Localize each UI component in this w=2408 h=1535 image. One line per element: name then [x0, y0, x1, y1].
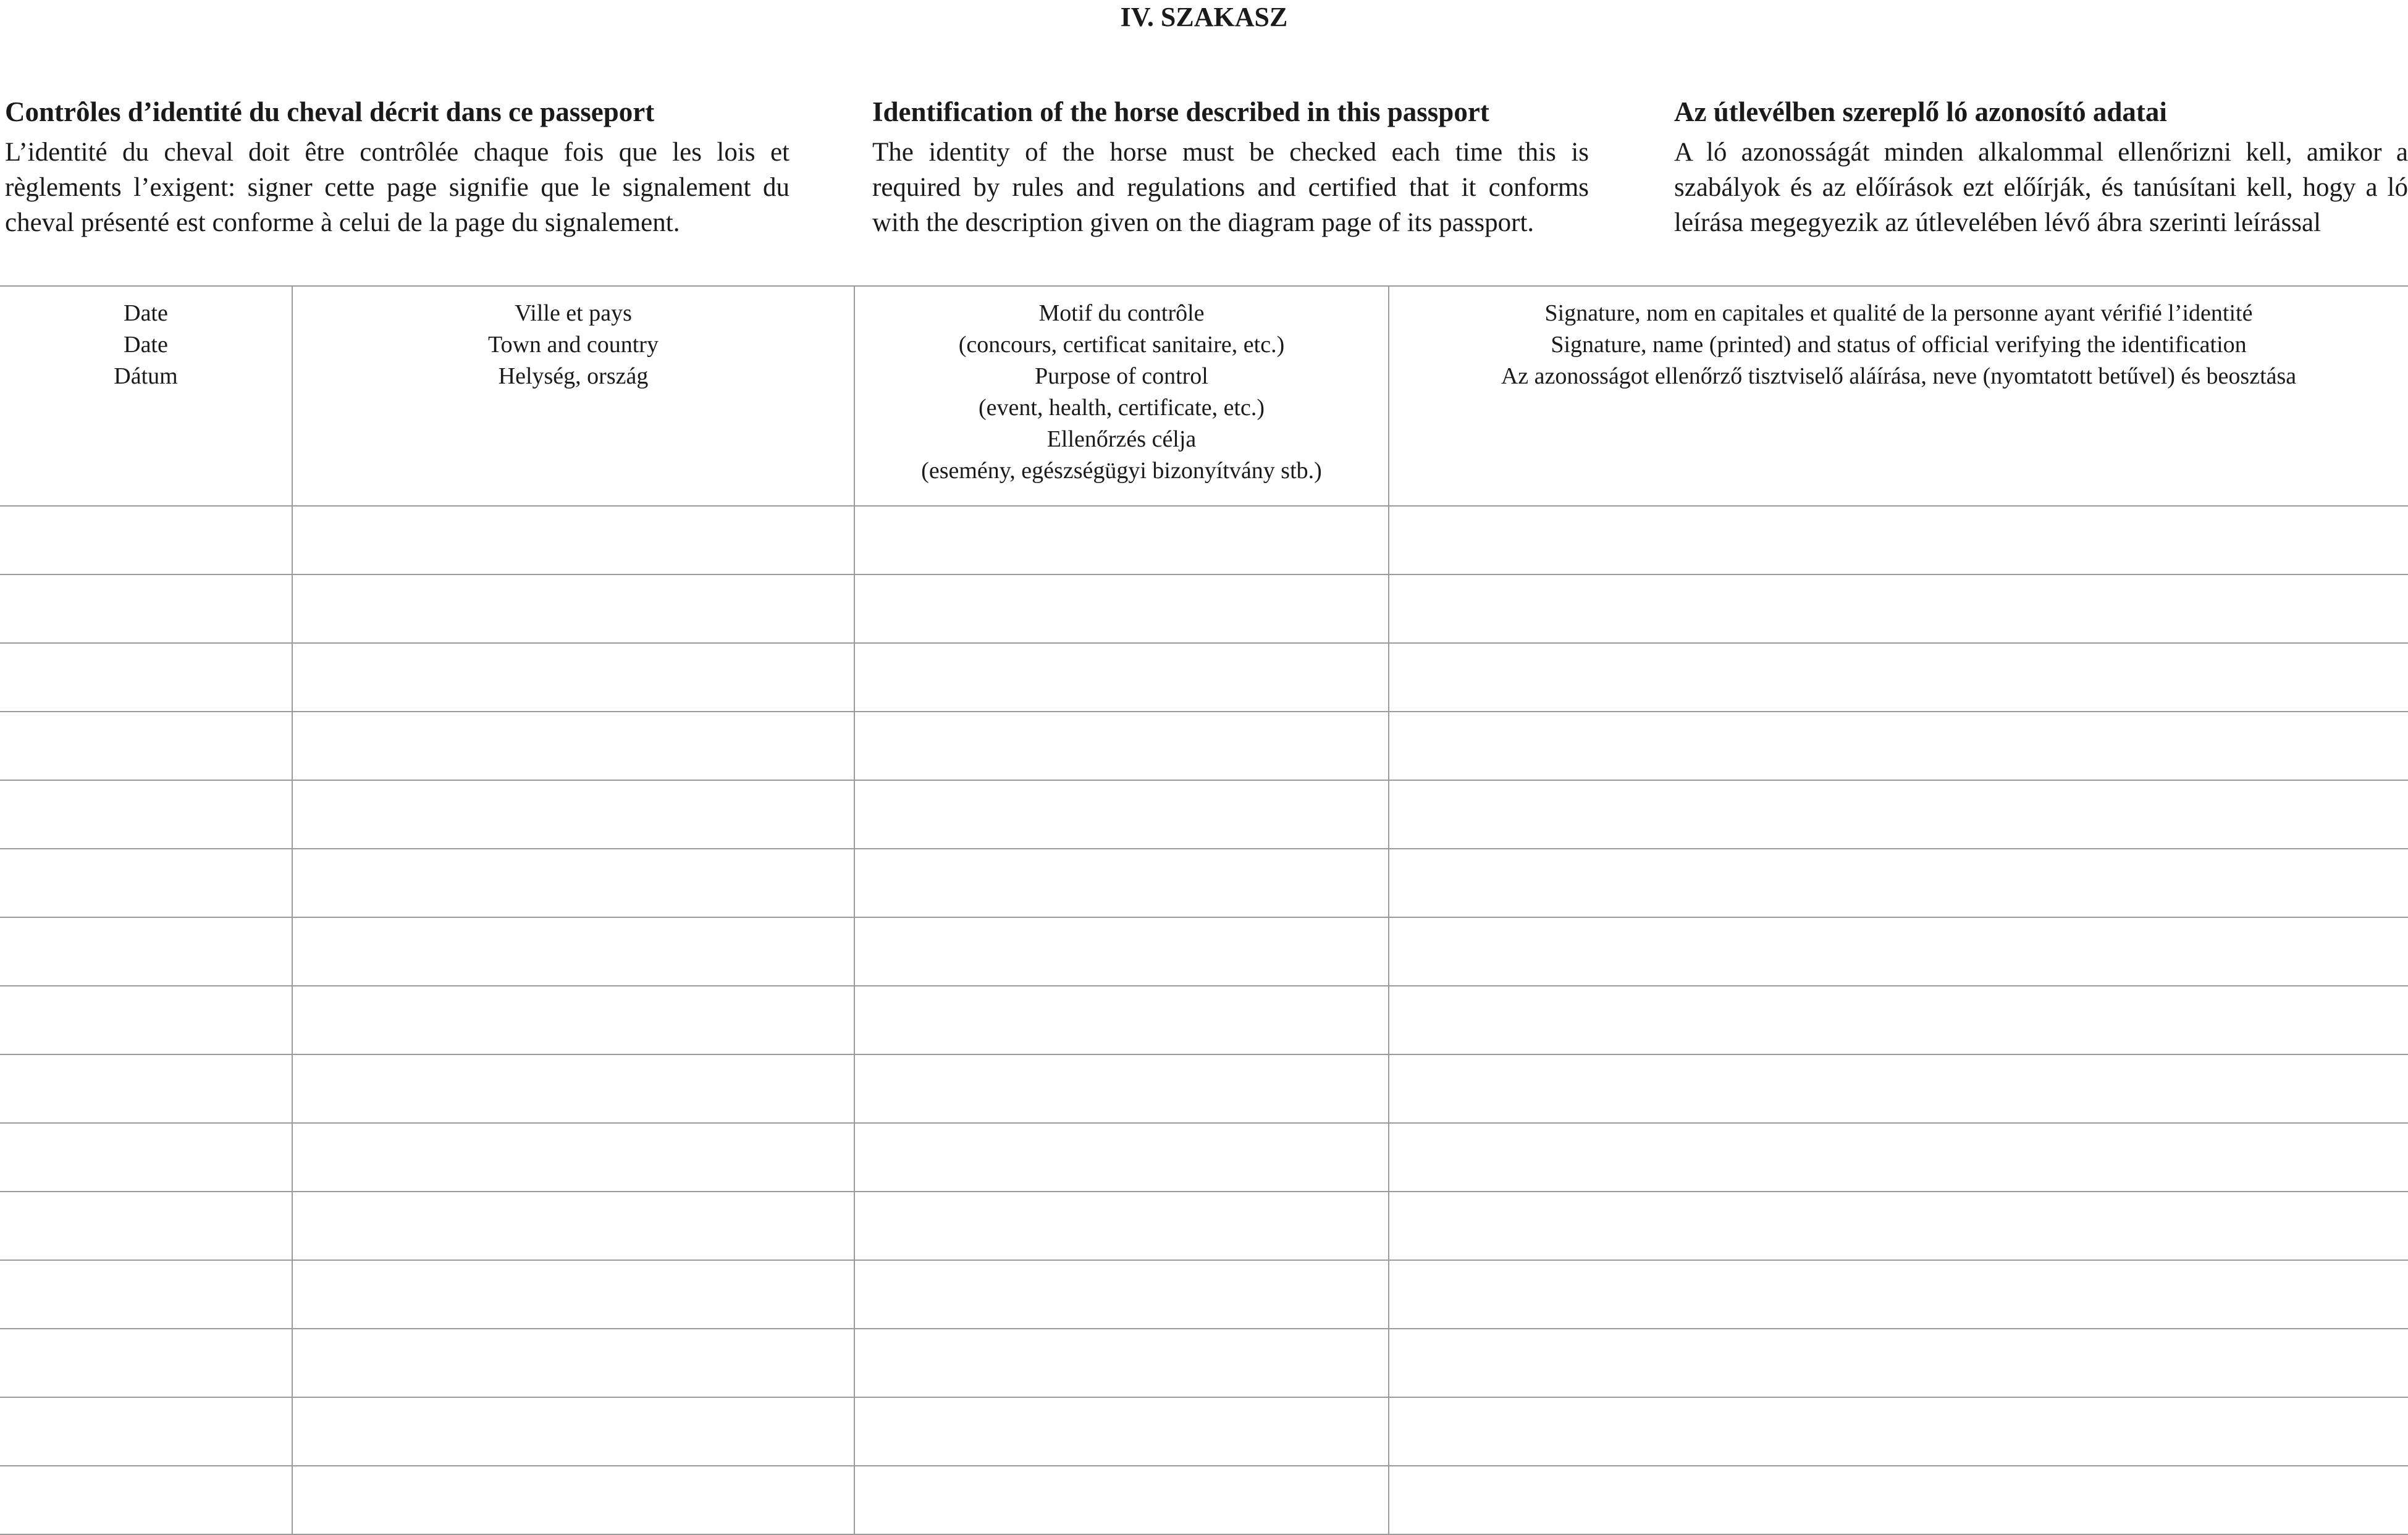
intro-french	[5, 93, 789, 240]
purpose-cell[interactable]	[854, 1260, 1389, 1329]
date-cell[interactable]	[0, 712, 292, 780]
purpose-cell[interactable]	[854, 1192, 1389, 1260]
date-cell[interactable]	[0, 574, 292, 643]
purpose-cell[interactable]	[854, 1054, 1389, 1123]
header-place-hu: Helység, ország	[498, 363, 649, 389]
signature-cell[interactable]	[1389, 643, 2408, 712]
header-purpose-en-note: (event, health, certificate, etc.)	[978, 395, 1265, 421]
date-cell[interactable]	[0, 506, 292, 574]
header-date	[0, 286, 292, 506]
purpose-cell[interactable]	[854, 574, 1389, 643]
place-cell[interactable]	[292, 917, 854, 986]
page-title: IV. SZAKASZ	[1120, 2, 1288, 32]
signature-cell[interactable]	[1389, 1054, 2408, 1123]
table-row	[0, 1260, 2408, 1329]
signature-cell[interactable]	[1389, 917, 2408, 986]
header-signature-hu: Az azonosságot ellenőrző tisztviselő aláírása, neve (nyomtatott betűvel) és beosztása	[1501, 363, 2297, 389]
date-cell[interactable]	[0, 986, 292, 1054]
identity-check-table	[0, 285, 2408, 1535]
signature-cell[interactable]	[1389, 986, 2408, 1054]
purpose-cell[interactable]	[854, 849, 1389, 917]
purpose-cell[interactable]	[854, 780, 1389, 849]
header-date-en: Date	[124, 332, 168, 358]
place-cell[interactable]	[292, 712, 854, 780]
date-cell[interactable]	[0, 1123, 292, 1192]
purpose-cell[interactable]	[854, 986, 1389, 1054]
place-cell[interactable]	[292, 506, 854, 574]
purpose-cell[interactable]	[854, 1397, 1389, 1466]
table-row	[0, 1123, 2408, 1192]
header-place	[292, 286, 854, 506]
place-cell[interactable]	[292, 1329, 854, 1397]
signature-cell[interactable]	[1389, 506, 2408, 574]
table-row	[0, 712, 2408, 780]
date-cell[interactable]	[0, 1397, 292, 1466]
place-cell[interactable]	[292, 1054, 854, 1123]
table-header-row	[0, 286, 2408, 506]
intro-english-body: The identity of the horse must be checked each time this is required by rules and regulations and certified that it conforms with the description given on the diagram page of its passport.	[872, 138, 1589, 237]
signature-cell[interactable]	[1389, 712, 2408, 780]
table-row	[0, 1192, 2408, 1260]
signature-cell[interactable]	[1389, 849, 2408, 917]
table-row	[0, 1397, 2408, 1466]
header-date-hu: Dátum	[114, 363, 178, 389]
date-cell[interactable]	[0, 1054, 292, 1123]
purpose-cell[interactable]	[854, 1329, 1389, 1397]
table-row	[0, 917, 2408, 986]
place-cell[interactable]	[292, 643, 854, 712]
table-body	[0, 506, 2408, 1534]
intro-english-heading: Identification of the horse described in this passport	[872, 96, 1489, 127]
place-cell[interactable]	[292, 1466, 854, 1534]
header-purpose-fr-note: (concours, certificat sanitaire, etc.)	[958, 332, 1285, 358]
signature-cell[interactable]	[1389, 1466, 2408, 1534]
signature-cell[interactable]	[1389, 780, 2408, 849]
date-cell[interactable]	[0, 917, 292, 986]
table-row	[0, 986, 2408, 1054]
intro-section	[0, 93, 2408, 253]
header-signature	[1389, 286, 2408, 506]
date-cell[interactable]	[0, 1466, 292, 1534]
table-row	[0, 643, 2408, 712]
purpose-cell[interactable]	[854, 1123, 1389, 1192]
date-cell[interactable]	[0, 1192, 292, 1260]
table-row	[0, 780, 2408, 849]
signature-cell[interactable]	[1389, 1192, 2408, 1260]
intro-hungarian-body: A ló azonosságát minden alkalommal ellenőrizni kell, amikor a szabályok és az előírások ezt előírják, és tanúsítani kell, hogy a ló leírása megegyezik az útlevelében lévő ábra szerinti leírással	[1674, 138, 2408, 237]
intro-french-heading: Contrôles d’identité du cheval décrit dans ce passeport	[5, 96, 655, 127]
place-cell[interactable]	[292, 1260, 854, 1329]
table-row	[0, 1054, 2408, 1123]
header-purpose-fr: Motif du contrôle	[1038, 300, 1205, 326]
purpose-cell[interactable]	[854, 1466, 1389, 1534]
header-date-fr: Date	[124, 300, 168, 326]
table-row	[0, 1466, 2408, 1534]
header-purpose-hu-note: (esemény, egészségügyi bizonyítvány stb.)	[921, 458, 1322, 484]
header-purpose	[854, 286, 1389, 506]
place-cell[interactable]	[292, 574, 854, 643]
place-cell[interactable]	[292, 780, 854, 849]
intro-hungarian-heading: Az útlevélben szereplő ló azonosító adatai	[1674, 96, 2167, 127]
header-purpose-en: Purpose of control	[1035, 363, 1208, 389]
intro-hungarian	[1674, 93, 2408, 240]
place-cell[interactable]	[292, 986, 854, 1054]
table-row	[0, 849, 2408, 917]
date-cell[interactable]	[0, 1329, 292, 1397]
signature-cell[interactable]	[1389, 1123, 2408, 1192]
purpose-cell[interactable]	[854, 506, 1389, 574]
date-cell[interactable]	[0, 1260, 292, 1329]
header-place-fr: Ville et pays	[515, 300, 632, 326]
place-cell[interactable]	[292, 1397, 854, 1466]
place-cell[interactable]	[292, 1192, 854, 1260]
place-cell[interactable]	[292, 849, 854, 917]
purpose-cell[interactable]	[854, 643, 1389, 712]
header-signature-en: Signature, name (printed) and status of official verifying the identification	[1551, 332, 2247, 358]
date-cell[interactable]	[0, 780, 292, 849]
header-signature-fr: Signature, nom en capitales et qualité de la personne ayant vérifié l’identité	[1544, 300, 2253, 326]
signature-cell[interactable]	[1389, 1329, 2408, 1397]
intro-english	[872, 93, 1589, 240]
date-cell[interactable]	[0, 849, 292, 917]
table-row	[0, 1329, 2408, 1397]
signature-cell[interactable]	[1389, 1260, 2408, 1329]
intro-french-body: L’identité du cheval doit être contrôlée chaque fois que les lois et règlements l’exigent: signer cette page signifie que le signalement du cheval présenté est conforme à celui de la page du signalement.	[5, 138, 789, 237]
table-row	[0, 574, 2408, 643]
purpose-cell[interactable]	[854, 917, 1389, 986]
signature-cell[interactable]	[1389, 1397, 2408, 1466]
date-cell[interactable]	[0, 643, 292, 712]
table-row	[0, 506, 2408, 574]
header-place-en: Town and country	[488, 332, 659, 358]
purpose-cell[interactable]	[854, 712, 1389, 780]
signature-cell[interactable]	[1389, 574, 2408, 643]
place-cell[interactable]	[292, 1123, 854, 1192]
header-purpose-hu: Ellenőrzés célja	[1046, 426, 1197, 452]
